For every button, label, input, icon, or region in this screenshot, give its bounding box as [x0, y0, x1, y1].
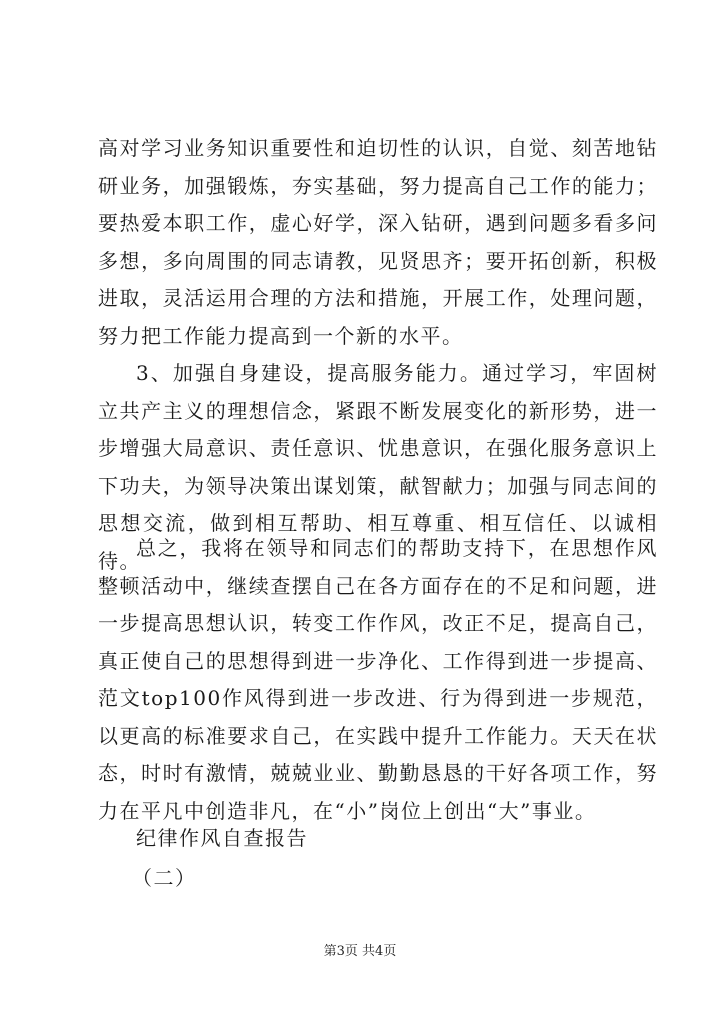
- paragraph-1: 高对学习业务知识重要性和迫切性的认识，自觉、刻苦地钻研业务，加强锻炼，夯实基础，努力提高自己工作的能力；要热爱本职工作，虚心好学，深入钻研，遇到问题多看多问多想，多向周围的同志请教，见贤思齐；要开拓创新，积极进取，灵活运用合理的方法和措施，开展工作，处理问题，努力把工作能力提高到一个新的水平。: [98, 136, 658, 348]
- paragraph-2: 3、加强自身建设，提高服务能力。通过学习，牢固树立共产主义的理想信念，紧跟不断发展变化的新形势，进一步增强大局意识、责任意识、忧患意识，在强化服务意识上下功夫，为领导决策出谋划策，献智献力；加强与同志间的思想交流，做到相互帮助、相互尊重、相互信任、以诚相待。: [98, 361, 658, 573]
- paragraph-3: 总之，我将在领导和同志们的帮助支持下，在思想作风整顿活动中，继续查摆自己在各方面存在的不足和问题，进一步提高思想认识，转变工作作风，改正不足，提高自己，真正使自己的思想得到进一步净化、工作得到进一步提高、范文top100作风得到进一步改进、行为得到进一步规范，以更高的标准要求自己，在实践中提升工作能力。天天在状态，时时有激情，兢兢业业、勤勤恳恳的干好各项工作，努力在平凡中创造非凡，在“小”岗位上创出“大”事业。: [98, 536, 658, 823]
- page-footer: 第3页 共4页: [323, 944, 397, 959]
- section-subtitle: （二）: [132, 866, 197, 890]
- section-title: 纪律作风自查报告: [136, 826, 308, 850]
